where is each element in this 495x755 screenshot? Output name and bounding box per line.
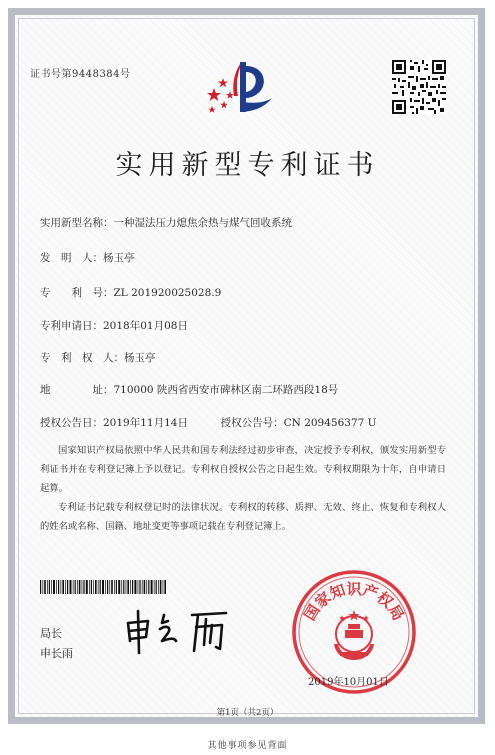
field-patent-number xyxy=(40,285,221,300)
field-patentee xyxy=(40,350,156,365)
signer-name: 申长雨 xyxy=(40,647,73,660)
field-value: 2019年11月14日 xyxy=(103,417,188,429)
signer-title: 局长 xyxy=(40,627,62,640)
issue-date: 2019年10月01日 xyxy=(308,677,389,688)
body-paragraph-1: 国家知识产权局依照中华人民共和国专利法经过初步审查，决定授予专利权，颁发实用新型专利证书并在专利登记簿上予以登记。专利权自授权公告之日起生效。专利权期限为十年，自申请日起算。 xyxy=(40,445,446,494)
field-label: 专利申请日 xyxy=(40,320,93,332)
body-paragraph-2: 专利证书记载专利权登记时的法律状况。专利权的转移、质押、无效、终止、恢复和专利权人的姓名或名称、国籍、地址变更等事项记载在专利登记簿上。 xyxy=(40,502,446,532)
grant-number-label: 授权公告号： xyxy=(220,417,284,429)
field-colon: ： xyxy=(113,352,124,364)
field-label: 授权公告日 xyxy=(40,417,93,429)
certificate-number: 证书号第9448384号 xyxy=(30,69,131,80)
field-label: 专 利 权 人 xyxy=(40,352,114,364)
field-value: 杨玉亭 xyxy=(124,352,156,364)
cnipa-emblem-icon xyxy=(200,58,276,128)
field-label: 实用新型名称 xyxy=(40,217,103,229)
field-colon: ： xyxy=(103,217,114,229)
grant-number-value: CN 209456377 U xyxy=(283,417,377,429)
field-value: 一种湿法压力熄焦余热与煤气回收系统 xyxy=(113,217,292,229)
field-colon: ： xyxy=(92,320,103,332)
field-colon: ： xyxy=(103,384,114,396)
field-colon: ： xyxy=(92,252,103,264)
field-inventor xyxy=(40,250,135,265)
field-application-date xyxy=(40,318,188,333)
field-value: ZL 201920025028.9 xyxy=(113,287,222,299)
field-address xyxy=(40,382,338,397)
seal-text: 国家知识产权局 xyxy=(300,580,408,624)
field-colon: ： xyxy=(103,287,114,299)
field-value: 710000 陕西省西安市碑林区南二环路西段18号 xyxy=(113,384,339,396)
handwritten-signature xyxy=(122,607,232,655)
field-colon: ： xyxy=(92,417,103,429)
footer-note: 其他事项参见背面 xyxy=(207,741,288,751)
field-value: 杨玉亭 xyxy=(103,252,135,264)
certificate-title: 实用新型专利证书 xyxy=(115,150,380,181)
field-utility-model-name xyxy=(40,215,292,230)
field-label: 发 明 人 xyxy=(40,252,93,264)
barcode-icon xyxy=(40,580,166,594)
field-value: 2018年01月08日 xyxy=(103,320,188,332)
field-label: 地 址 xyxy=(40,384,103,396)
qr-code-icon xyxy=(392,60,446,114)
page-number: 第1页（共2页） xyxy=(216,708,279,718)
field-label: 专 利 号 xyxy=(40,287,103,299)
field-grant-date xyxy=(40,415,377,430)
